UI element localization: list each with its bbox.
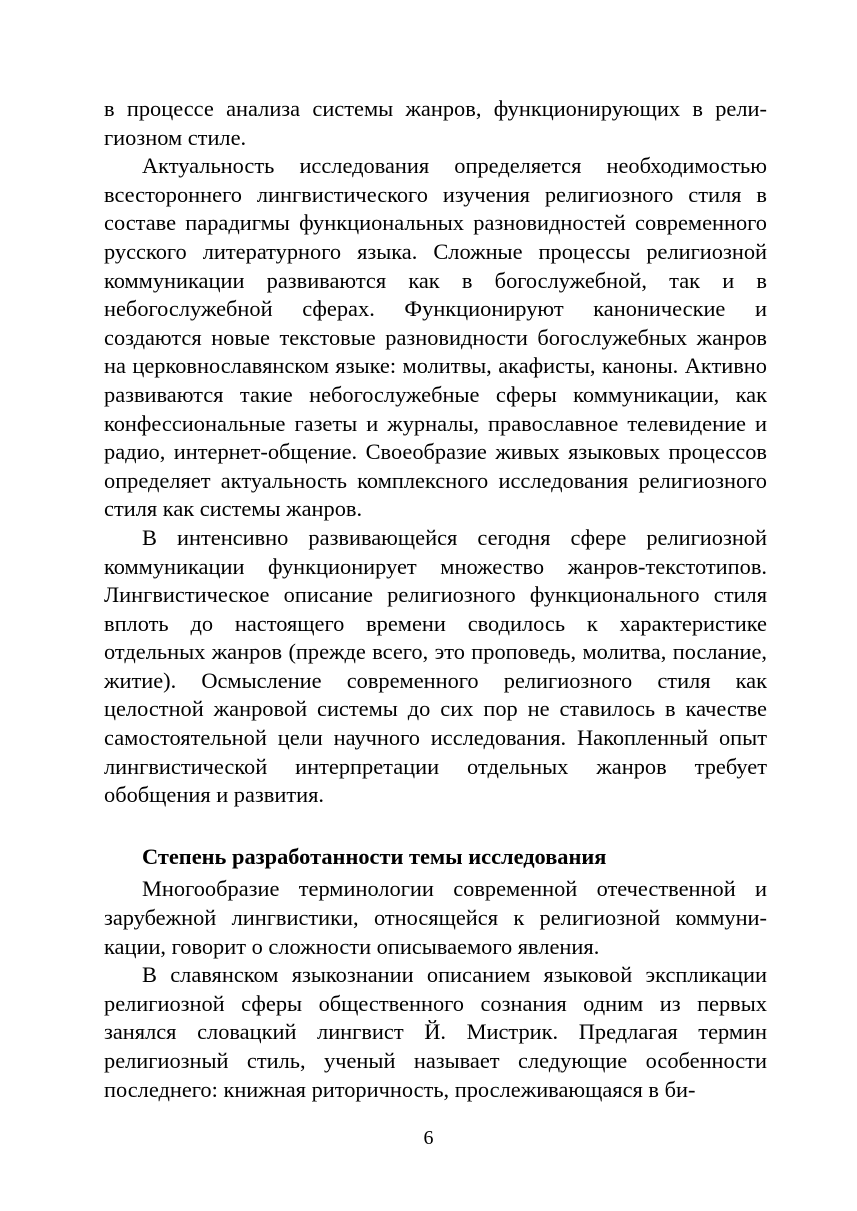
section-heading: Степень разработанности темы исследования: [142, 843, 607, 869]
paragraph-relevance: Актуальность исследования определяется необходимостью всестороннего лингвистического изучения религиозного стиля в составе парадигмы функциональных разновидностей современного русского литературного языка. Сложные процессы религиозной коммуникации развиваются как в богослужебной, так и в небогослужебной сферах. Функционируют канонические и создаются новые текстовые разновидности богослужебных жанров на церковнославянском языке: молитвы, акафисты, каноны. Активно развиваются такие небогослужебные сферы коммуникации, как конфессиональные газеты и журналы, православное телевидение и радио, интернет-общение. Своеобразие живых языковых процессов определяет актуальность комплексного исследования религиозного стиля как системы жанров.: [104, 153, 767, 522]
page-number: 6: [423, 1127, 434, 1149]
document-page: [104, 95, 767, 1104]
paragraph-slavic-linguistics: В славянском языкознании описанием языковой экспликации религиозной сферы общественного сознания одним из первых занялся словацкий лингвист Й. Мистрик. Предлагая термин религиозный стиль, ученый называет следующие особенности последнего: книжная риторичность, прослеживающаяся в би-: [104, 962, 767, 1102]
paragraph-terminology: Многообразие терминологии современной отечественной и зарубежной лингвистики, относящейся к религиозной коммуникации, говорит о сложности описываемого явления.: [104, 876, 767, 959]
paragraph-continuation: в процессе анализа системы жанров, функционирующих в религиозном стиле.: [104, 96, 767, 150]
paragraph-genre-description: В интенсивно развивающейся сегодня сфере религиозной коммуникации функционирует множество жанров-текстотипов. Лингвистическое описание религиозного функционального стиля вплоть до настоящего времени сводилось к характеристике отдельных жанров (прежде всего, это проповедь, молитва, послание, житие). Осмысление современного религиозного стиля как целостной жанровой системы до сих пор не ставилось в качестве самостоятельной цели научного исследования. Накопленный опыт лингвистической интерпретации отдельных жанров требует обобщения и развития.: [104, 524, 767, 808]
